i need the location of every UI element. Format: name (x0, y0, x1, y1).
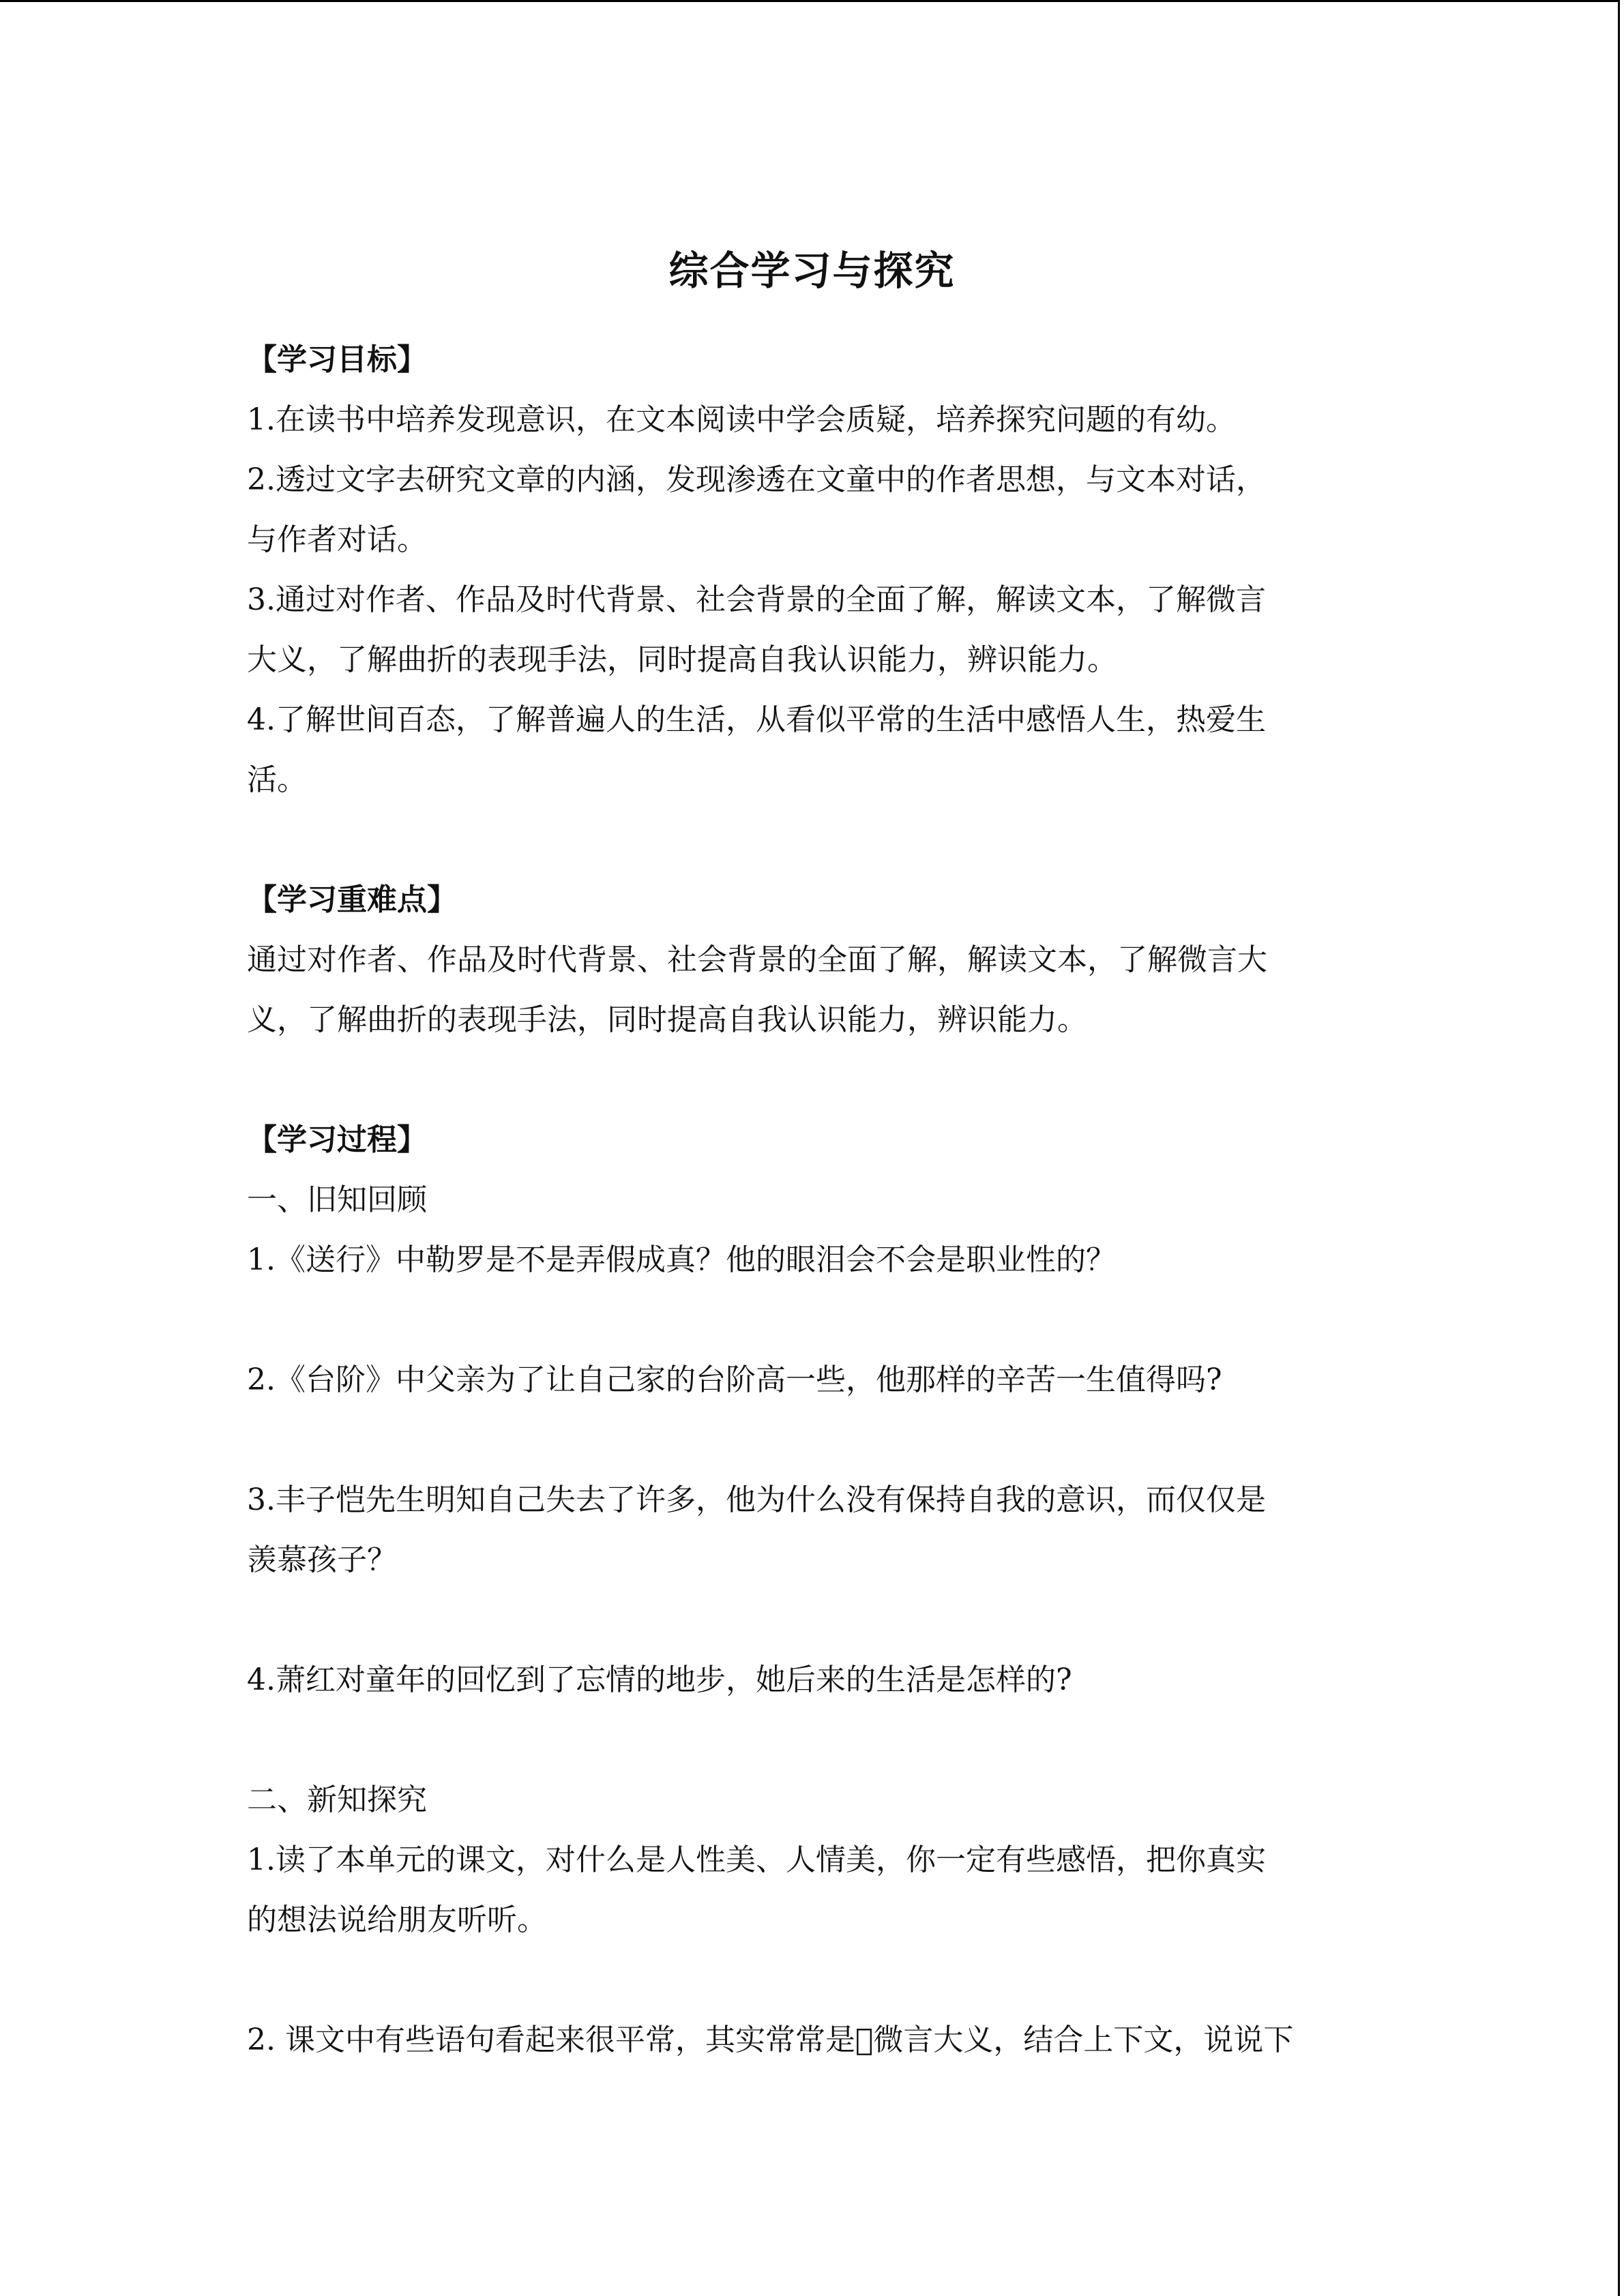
key-points-heading: 【学习重难点】 (247, 882, 457, 917)
key-points-line-2: 义，了解曲折的表现手法，同时提高自我认识能力，辨识能力。 (247, 1002, 1087, 1037)
explore-question-1-line-1: 1.读了本单元的课文，对什么是人性美、人情美，你一定有些感悟，把你真实 (247, 1843, 1266, 1877)
review-question-4: 4.萧红对童年的回忆到了忘情的地步，她后来的生活是怎样的? (247, 1663, 1072, 1697)
spacer (247, 1410, 1379, 1470)
review-question-3-line-1: 3.丰子恺先生明知自己失去了许多，他为什么没有保持自我的意识，而仅仅是 (247, 1482, 1266, 1517)
review-question-2: 2.《台阶》中父亲为了让自己家的台阶高一些，他那样的辛苦一生值得吗? (247, 1362, 1222, 1397)
review-question-3-line-2: 羡慕孩子？ (247, 1542, 397, 1577)
review-subheading: 一、旧知回顾 (247, 1182, 427, 1217)
objective-3-line-1: 3.通过对作者、作品及时代背景、社会背景的全面了解，解读文本，了解微言 (247, 582, 1266, 617)
explore-subheading: 二、新知探究 (247, 1783, 427, 1817)
spacer (247, 810, 1379, 870)
objective-4-line-2: 活。 (247, 762, 307, 797)
spacer (247, 1290, 1379, 1350)
explore-question-2-line-1: 2. 课文中有些语句看起来很平常，其实常常是 微言大义，结合上下文，说说下 (247, 2023, 1294, 2057)
explore-question-1-line-2: 的想法说给朋友听听。 (247, 1903, 547, 1937)
spacer (247, 1050, 1379, 1110)
spacer (247, 1950, 1379, 2010)
objective-4-line-1: 4.了解世间百态，了解普遍人的生活，从看似平常的生活中感悟人生，热爱生 (247, 702, 1266, 737)
objectives-heading: 【学习目标】 (247, 342, 427, 377)
page-title: 综合学习与探究 (668, 248, 956, 294)
key-points-line-1: 通过对作者、作品及时代背景、社会背景的全面了解，解读文本，了解微言大 (247, 942, 1267, 977)
review-question-1: 1.《送行》中勒罗是不是弄假成真？他的眼泪会不会是职业性的？ (247, 1242, 1116, 1277)
process-heading: 【学习过程】 (247, 1122, 427, 1157)
spacer (247, 1590, 1379, 1650)
document-body (247, 330, 1379, 2070)
objective-2-line-1: 2.透过文字去研究文章的内涵，发现渗透在文童中的作者思想，与文本对话， (247, 462, 1266, 497)
objective-1: 1.在读书中培养发现意识，在文本阅读中学会质疑，培养探究问题的有幼。 (247, 402, 1236, 437)
objective-2-line-2: 与作者对话。 (247, 522, 427, 557)
objective-3-line-2: 大义，了解曲折的表现手法，同时提高自我认识能力，辨识能力。 (247, 642, 1117, 677)
spacer (247, 1710, 1379, 1770)
